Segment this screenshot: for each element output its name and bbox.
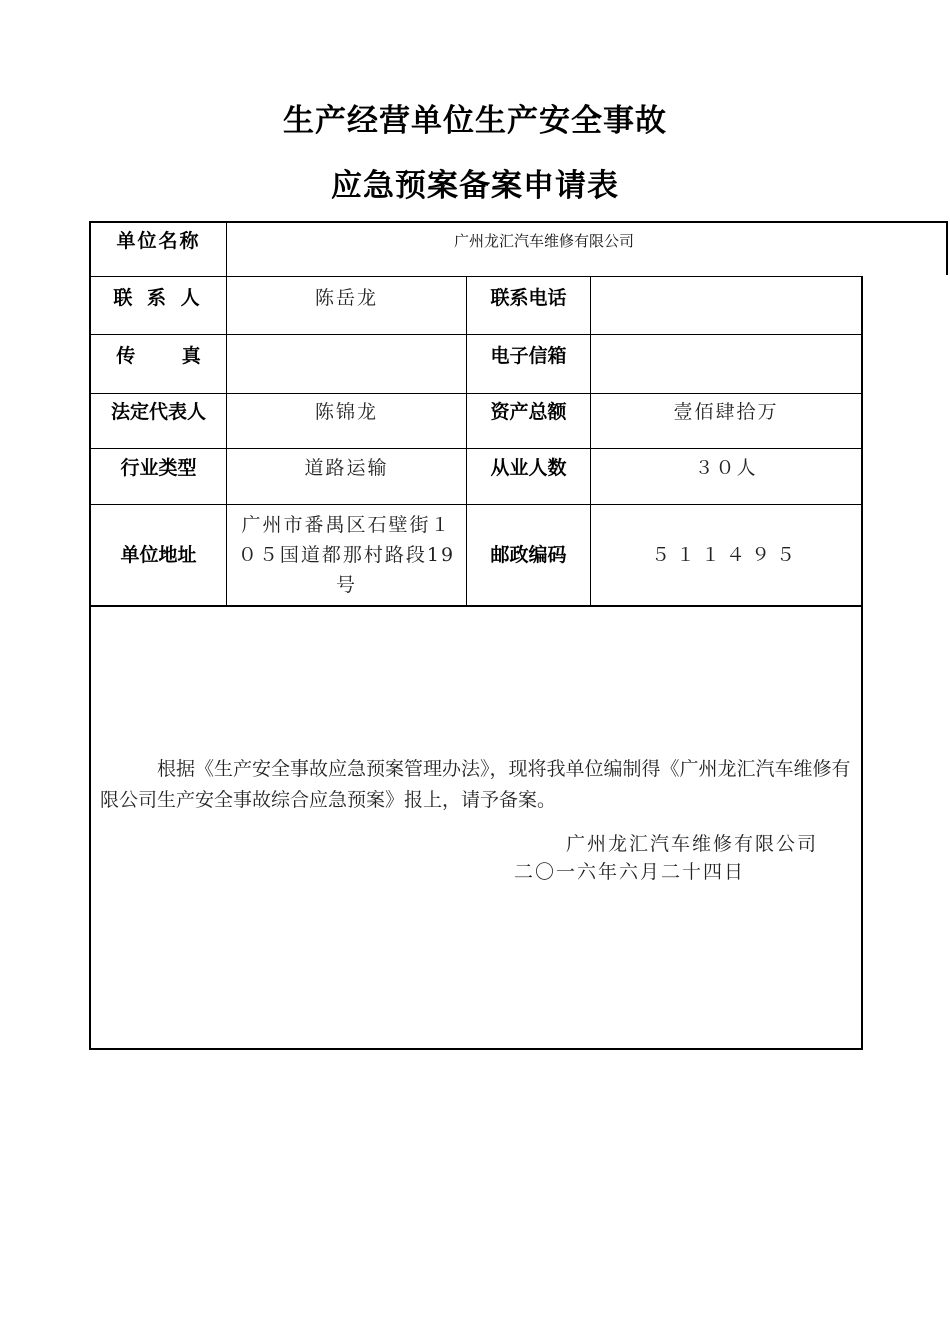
statement-date: 二〇一六年六月二十四日 [514, 861, 746, 883]
postcode-label: 邮政编码 [490, 544, 567, 566]
employees-value: ３０人 [694, 457, 758, 479]
contact-value: 陈岳龙 [314, 287, 378, 309]
unit-name-value: 广州龙汇汽车维修有限公司 [453, 232, 634, 250]
address-label: 单位地址 [120, 544, 197, 566]
table-border-top [89, 221, 947, 223]
industry-label: 行业类型 [120, 457, 197, 479]
contact-label: 联 系 人 [113, 287, 204, 309]
email-value [591, 343, 861, 369]
postcode-value: ５１１４９５ [650, 544, 801, 566]
employees-label: 从业人数 [490, 457, 567, 479]
row-divider [89, 448, 863, 449]
fax-value [227, 343, 466, 369]
row-divider-bold [89, 605, 863, 607]
legal-rep-value: 陈锦龙 [314, 401, 378, 423]
document-subtitle: 应急预案备案申请表 [331, 168, 619, 204]
assets-label: 资产总额 [490, 401, 567, 423]
company-signature: 广州龙汇汽车维修有限公司 [566, 833, 819, 855]
email-label: 电子信箱 [490, 345, 567, 367]
phone-value [591, 285, 861, 311]
assets-value: 壹佰肆拾万 [673, 401, 779, 423]
statement-text [100, 754, 860, 816]
row-divider [89, 334, 863, 335]
phone-label: 联系电话 [490, 287, 567, 309]
industry-value: 道路运输 [304, 457, 389, 479]
table-border-bottom [89, 1048, 863, 1050]
table-border-right-top [946, 221, 948, 275]
row-divider [89, 276, 863, 277]
legal-rep-label: 法定代表人 [110, 401, 206, 423]
document-title: 生产经营单位生产安全事故 [283, 103, 667, 139]
statement-body: 根据《生产安全事故应急预案管理办法》，现将我单位编制得《广州龙汇汽车维修有限公司生产安全事故综合应急预案》报上，请予备案。 [100, 758, 851, 811]
address-value: 广州市番禺区石壁街１０５国道都那村路段19号 [237, 514, 456, 596]
fax-label: 传 真 [116, 345, 201, 367]
unit-name-label: 单位名称 [116, 230, 201, 252]
row-divider [89, 393, 863, 394]
